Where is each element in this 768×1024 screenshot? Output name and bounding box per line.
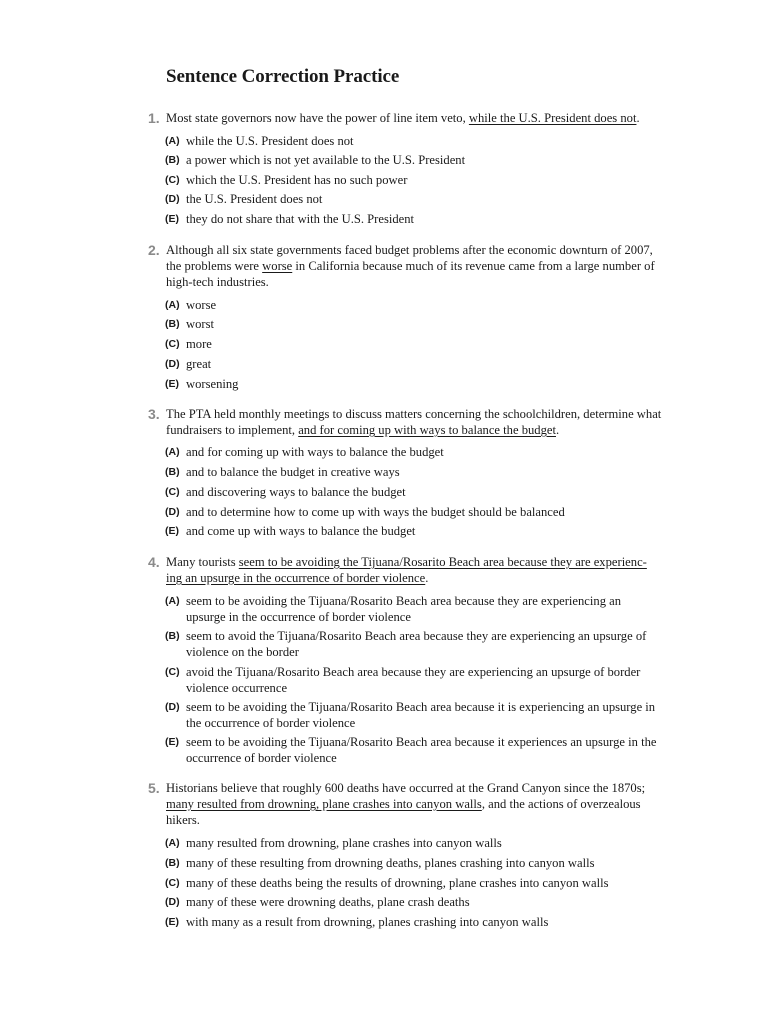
stem-text: . xyxy=(555,423,560,437)
choice-letter: (A) xyxy=(165,837,180,849)
choice-text: worst xyxy=(186,317,214,331)
choice-text: many of these resulting from drowning deaths, planes crashing into canyon walls xyxy=(186,856,595,870)
choice-text: many of these deaths being the results of drowning, plane crashes into canyon walls xyxy=(186,876,609,890)
question-stem xyxy=(166,110,662,126)
choice-text: while the U.S. President does not xyxy=(186,134,354,148)
choice-text: seem to be avoiding the Tijuana/Rosarito Beach area because it is experiencing an upsurge in the occurrence of border violence xyxy=(186,700,656,730)
choice-text: many of these were drowning deaths, plane crash deaths xyxy=(186,895,470,909)
choice-letter: (D) xyxy=(165,506,180,518)
choice-letter: (A) xyxy=(165,299,180,311)
question-number: 1. xyxy=(148,110,160,126)
choice-letter: (C) xyxy=(165,338,180,350)
choice-letter: (B) xyxy=(165,154,180,166)
choice-text: and for coming up with ways to balance the budget xyxy=(186,445,444,459)
choice-letter: (B) xyxy=(165,630,180,642)
question-number: 2. xyxy=(148,242,160,258)
choice-letter: (E) xyxy=(165,916,179,928)
stem-text: in California because much of its revenue came from a large number of high-tech industries. xyxy=(166,259,655,289)
choice-letter: (E) xyxy=(165,213,179,225)
stem-text: , and the actions of overzealous hikers. xyxy=(166,797,641,827)
question-number: 5. xyxy=(148,780,160,796)
choice-letter: (D) xyxy=(165,701,180,713)
question-stem xyxy=(166,406,662,438)
underlined-phrase: while the U.S. President does not xyxy=(468,111,637,125)
stem-text: Many tourists xyxy=(166,555,239,569)
underlined-phrase: seem to be avoiding the Tijuana/Rosarito Beach area because they are experienc-ing an upsurge in the occurrence of border violence xyxy=(166,555,647,585)
choice-letter: (E) xyxy=(165,525,179,537)
choice-letter: (E) xyxy=(165,378,179,390)
choice-text: and discovering ways to balance the budget xyxy=(186,485,406,499)
question-stem xyxy=(166,780,662,828)
choice-text: and to balance the budget in creative ways xyxy=(186,465,400,479)
choice-letter: (D) xyxy=(165,193,180,205)
choice-text: seem to be avoiding the Tijuana/Rosarito Beach area because they are experiencing an upsurge in the occurrence of border violence xyxy=(186,594,622,624)
choice-text: the U.S. President does not xyxy=(186,192,323,206)
choice-letter: (E) xyxy=(165,736,179,748)
choice-text: which the U.S. President has no such power xyxy=(186,173,408,187)
choice-text: many resulted from drowning, plane crashes into canyon walls xyxy=(186,836,502,850)
stem-text: . xyxy=(425,571,429,585)
choice-text: a power which is not yet available to the U.S. President xyxy=(186,153,466,167)
choice-text: they do not share that with the U.S. President xyxy=(186,212,415,226)
choice-letter: (A) xyxy=(165,135,180,147)
choice-text: seem to avoid the Tijuana/Rosarito Beach area because they are experiencing an upsurge of violence on the border xyxy=(186,629,647,659)
stem-text: Historians believe that roughly 600 deaths have occurred at the Grand Canyon since the 1870s; xyxy=(166,781,646,795)
choice-text: seem to be avoiding the Tijuana/Rosarito Beach area because it experiences an upsurge in the occurrence of border violence xyxy=(186,735,657,765)
choice-letter: (D) xyxy=(165,896,180,908)
choice-letter: (A) xyxy=(165,446,180,458)
question-number: 4. xyxy=(148,554,160,570)
choice-letter: (D) xyxy=(165,358,180,370)
choice-text: and come up with ways to balance the budget xyxy=(186,524,416,538)
choice-letter: (B) xyxy=(165,857,180,869)
choice-text: great xyxy=(186,357,212,371)
choice-text: worse xyxy=(186,298,217,312)
stem-text: . xyxy=(636,111,640,125)
choice-letter: (C) xyxy=(165,486,180,498)
stem-text: The PTA held monthly meetings to discuss matters concerning the schoolchildren, determine what fundraisers to implement, xyxy=(166,407,662,437)
choice-letter: (C) xyxy=(165,877,180,889)
underlined-phrase: many resulted from drowning, plane crashes into canyon walls xyxy=(166,797,482,811)
stem-text: Although all six state governments faced budget problems after the economic downturn of 2007, the problems were xyxy=(166,243,653,273)
underlined-phrase: and for coming up with ways to balance the budget xyxy=(298,423,556,437)
choice-text: and to determine how to come up with ways the budget should be balanced xyxy=(186,505,565,519)
question-stem xyxy=(166,242,662,290)
choice-text: worsening xyxy=(186,377,239,391)
question-number: 3. xyxy=(148,406,160,422)
stem-text: Most state governors now have the power of line item veto, xyxy=(166,111,469,125)
choice-text: more xyxy=(186,337,212,351)
choice-letter: (C) xyxy=(165,666,180,678)
choice-letter: (C) xyxy=(165,174,180,186)
choice-letter: (A) xyxy=(165,595,180,607)
choice-text: avoid the Tijuana/Rosarito Beach area because they are experiencing an upsurge of border violence occurrence xyxy=(186,665,641,695)
choice-text: with many as a result from drowning, planes crashing into canyon walls xyxy=(186,915,549,929)
choice-letter: (B) xyxy=(165,466,180,478)
page-title: Sentence Correction Practice xyxy=(166,66,400,87)
underlined-phrase: worse xyxy=(262,259,293,273)
choice-letter: (B) xyxy=(165,318,180,330)
question-stem xyxy=(166,554,662,586)
